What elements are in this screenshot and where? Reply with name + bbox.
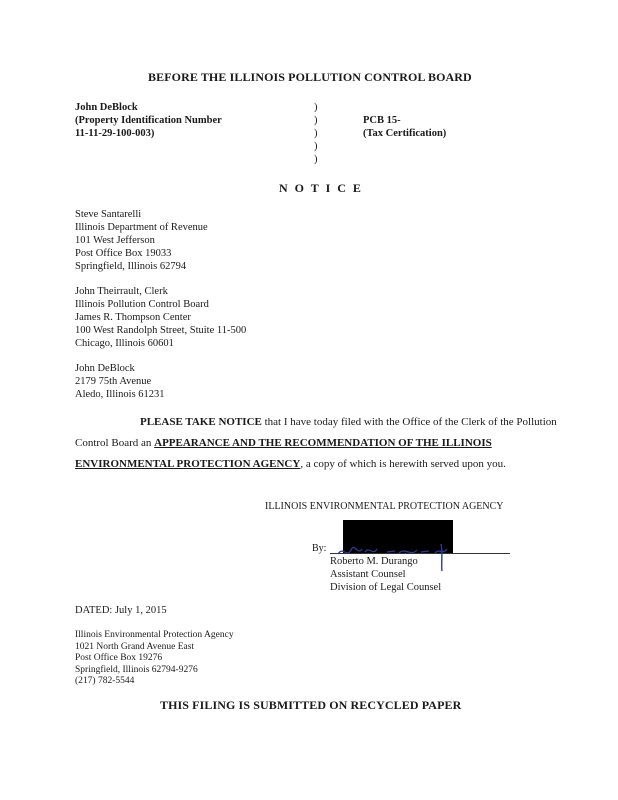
caption-parentheses <box>314 101 318 166</box>
address-line: James R. Thompson Center <box>75 312 191 323</box>
document-heading: BEFORE THE ILLINOIS POLLUTION CONTROL BOARD <box>148 70 472 84</box>
address-line: Post Office Box 19033 <box>75 248 172 259</box>
paragraph-line-3 <box>75 454 557 475</box>
notice-title: N O T I C E <box>279 181 363 195</box>
recycled-paper-note: THIS FILING IS SUBMITTED ON RECYCLED PAPER <box>160 698 462 712</box>
recipient-address-party <box>75 362 165 401</box>
paragraph-text: Control Board an <box>75 437 155 449</box>
recipient-address-clerk <box>75 285 246 350</box>
case-caption-left <box>75 101 222 140</box>
filed-document-agency: ENVIRONMENTAL PROTECTION AGENCY <box>75 458 301 470</box>
signer-title: Assistant Counsel <box>330 569 406 580</box>
please-take-notice: PLEASE TAKE NOTICE <box>140 416 262 428</box>
address-line: Steve Santarelli <box>75 209 142 220</box>
agency-signature-heading: ILLINOIS ENVIRONMENTAL PROTECTION AGENCY <box>265 501 504 512</box>
recipient-address-revenue <box>75 208 208 273</box>
case-number: PCB 15- <box>363 115 401 126</box>
party-name: John DeBlock <box>75 102 138 113</box>
paren: ) <box>314 141 318 152</box>
dated-line: DATED: July 1, 2015 <box>75 605 167 616</box>
address-line: Illinois Pollution Control Board <box>75 299 209 310</box>
address-line: Post Office Box 19276 <box>75 653 163 663</box>
address-line: 1021 North Grand Avenue East <box>75 641 195 652</box>
case-caption-right <box>363 114 446 140</box>
paren: ) <box>314 128 318 139</box>
paragraph-text: that I have today filed with the Office of the Clerk of the Pollution <box>261 416 557 428</box>
paragraph-text: , a copy of which is herewith served upon you. <box>300 458 506 470</box>
address-line: Springfield, Illinois 62794-9276 <box>75 664 198 675</box>
address-line: Illinois Department of Revenue <box>75 222 208 233</box>
paragraph-line-2 <box>75 433 557 454</box>
address-line: 101 West Jefferson <box>75 235 155 246</box>
agency-address <box>75 630 234 688</box>
signer-block <box>330 555 441 594</box>
address-line: 2179 75th Avenue <box>75 376 152 387</box>
signer-division: Division of Legal Counsel <box>330 582 442 593</box>
paragraph-line-1 <box>75 412 557 433</box>
case-type: (Tax Certification) <box>363 128 447 139</box>
paren: ) <box>314 115 318 126</box>
address-line: John Theirrault, Clerk <box>75 286 168 297</box>
address-line: Springfield, Illinois 62794 <box>75 261 187 272</box>
address-line: Chicago, Illinois 60601 <box>75 338 174 349</box>
address-line: Illinois Environmental Protection Agency <box>75 630 234 640</box>
signer-name: Roberto M. Durango <box>330 556 418 567</box>
paren: ) <box>314 102 318 113</box>
phone-number: (217) 782-5544 <box>75 676 135 686</box>
property-id-number: 11-11-29-100-003) <box>75 128 155 139</box>
address-line: Aledo, Illinois 61231 <box>75 389 165 400</box>
notice-paragraph <box>75 412 557 475</box>
address-line: 100 West Randolph Street, Stuite 11-500 <box>75 325 247 336</box>
paren: ) <box>314 154 318 165</box>
by-label: By: <box>312 543 327 554</box>
filed-document-title: APPEARANCE AND THE RECOMMENDATION OF THE ILLINOIS <box>154 437 492 449</box>
address-line: John DeBlock <box>75 363 135 374</box>
property-id-label: (Property Identification Number <box>75 115 222 126</box>
